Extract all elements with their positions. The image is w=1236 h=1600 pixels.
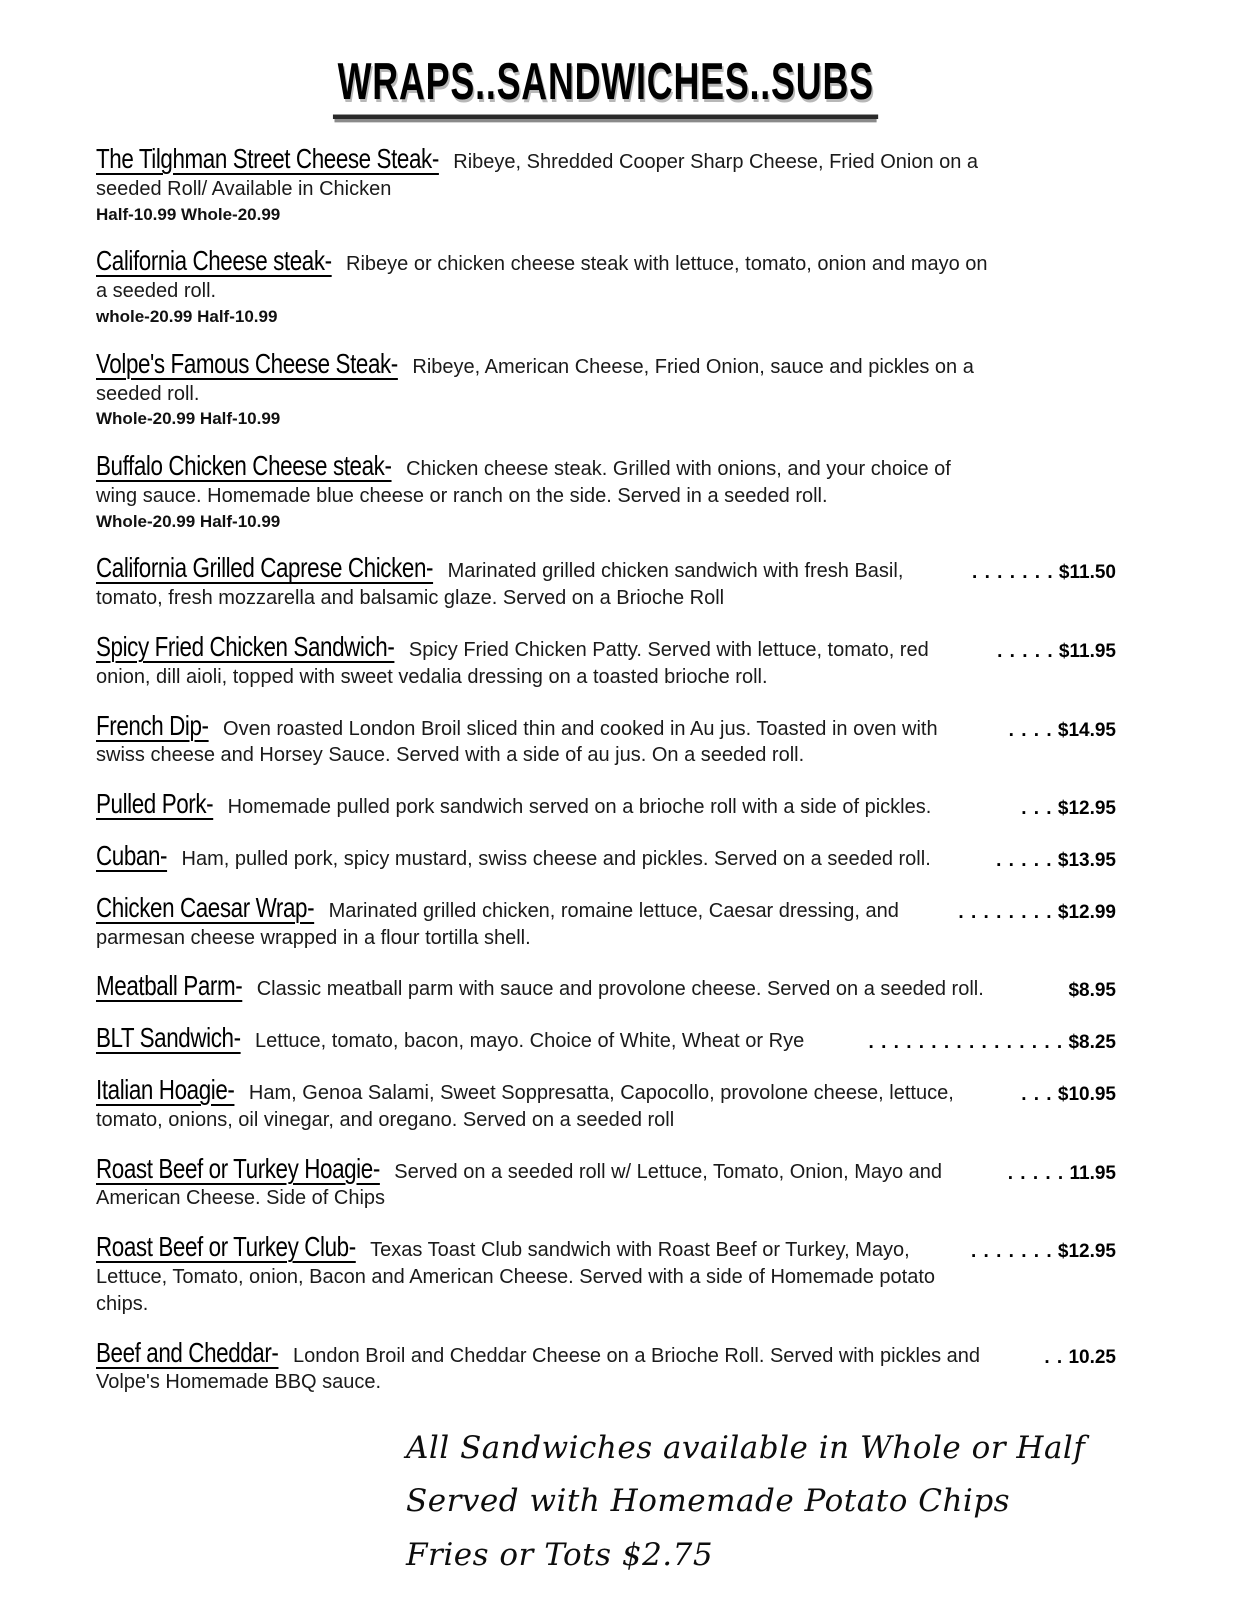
item-description-line: Texas Toast Club sandwich with Roast Beef or Turkey, Mayo, [370,1239,910,1262]
item-description-line: Ribeye, Shredded Cooper Sharp Cheese, Fried Onion on a [453,151,979,173]
menu-item [96,631,1116,691]
item-dots: . . . . . . . [970,1241,1053,1263]
item-description [228,796,932,818]
item-description-line: Oven roasted London Broil sliced thin and cooked in Au jus. Toasted in oven with [223,717,938,740]
item-description-line: onion, dill aioli, topped with sweet vedalia dressing on a toasted brioche roll. [96,665,768,688]
item-name: Meatball Parm- [96,970,243,1002]
item-price-leader [1021,1074,1116,1107]
item-dots: . . . . . . . [972,562,1054,584]
item-description-line: Ham, pulled pork, spicy mustard, swiss cheese and pickles. Served on a seeded roll. [181,848,931,871]
menu-item [96,1337,1116,1397]
item-description-line: a seeded roll. [96,280,217,303]
menu-item [96,348,1116,431]
menu-item [96,245,1116,328]
item-name: California Cheese steak- [96,245,332,277]
footer-note-line: Served with Homemade Potato Chips [406,1483,1011,1520]
item-price-leader [869,1022,1116,1055]
item-dots: . . [1044,1346,1064,1368]
menu-item [96,1074,1116,1134]
item-dots: . . . . . [1007,1162,1065,1184]
item-name: Roast Beef or Turkey Club- [96,1231,356,1263]
page-title: WRAPS..SANDWICHES..SUBS [333,51,879,119]
item-name: Volpe's Famous Cheese Steak- [96,347,398,379]
item-price-leader [1009,710,1116,743]
item-name: Pulled Pork- [96,788,214,820]
menu-item [96,1231,1116,1317]
item-name: The Tilghman Street Cheese Steak- [96,143,439,174]
item-price: 11.95 [1069,1162,1116,1184]
item-price-leader [1068,970,1116,1003]
item-price-leader [958,892,1116,925]
item-price-leader [1044,1337,1116,1370]
item-description-line: seeded Roll/ Available in Chicken [96,177,392,200]
item-price: $8.95 [1068,980,1116,1002]
item-name: Cuban- [96,840,168,872]
item-price: $14.95 [1057,719,1116,741]
item-size-prices: Half-10.99 Whole-20.99 [96,204,281,224]
item-description-line: Spicy Fried Chicken Patty. Served with lettuce, tomato, red [408,639,929,662]
item-dots: . . . . [1008,719,1053,741]
menu-item [96,1153,1116,1213]
item-description-line: Marinated grilled chicken, romaine lettuce, Caesar dressing, and [328,899,899,922]
item-description-line: chips. [96,1292,149,1315]
menu-item [96,892,1116,952]
item-description-line: parmesan cheese wrapped in a flour tortilla shell. [96,926,531,949]
item-price: $12.95 [1057,798,1116,820]
item-name: Buffalo Chicken Cheese steak- [96,450,392,482]
item-name: BLT Sandwich- [96,1022,241,1054]
item-price-leader [971,1231,1116,1264]
item-price-leader [996,840,1116,873]
item-description-line: Classic meatball parm with sauce and provolone cheese. Served on a seeded roll. [256,978,984,1001]
item-price-leader [1008,1153,1116,1186]
item-description-line: Lettuce, Tomato, onion, Bacon and American Cheese. Served with a side of Homemade potato [96,1265,936,1288]
menu-item [96,143,1116,226]
item-description-line: seeded roll. [96,382,200,405]
item-price-leader [997,631,1116,664]
item-price: $8.25 [1068,1032,1116,1054]
item-description-line: swiss cheese and Horsey Sauce. Served with a side of au jus. On a seeded roll. [96,744,805,767]
item-description-line: Volpe's Homemade BBQ sauce. [96,1371,382,1394]
item-name: Beef and Cheddar- [96,1336,279,1368]
item-dots: . . . . . . . . . . . . . . . . [868,1032,1064,1054]
menu-item [96,788,1116,821]
item-description-line: Homemade pulled pork sandwich served on a brioche roll with a side of pickles. [227,796,932,819]
item-dots: . . . . . . . . [958,901,1053,923]
item-description-line: tomato, fresh mozzarella and balsamic glaze. Served on a Brioche Roll [96,587,725,610]
menu-item [96,970,1116,1003]
item-description-line: Ham, Genoa Salami, Sweet Soppresatta, Capocollo, provolone cheese, lettuce, [248,1082,954,1104]
menu-item [96,1022,1116,1055]
item-description [182,848,931,870]
item-description-line: London Broil and Cheddar Cheese on a Brioche Roll. Served with pickles and [292,1344,981,1367]
item-description-line: Served on a seeded roll w/ Lettuce, Tomato, Onion, Mayo and [394,1160,943,1183]
menu-item-list [96,143,1116,1396]
item-name: Italian Hoagie- [96,1074,235,1105]
item-price: $12.95 [1057,1241,1116,1263]
item-name: French Dip- [96,709,209,741]
item-description [255,1030,804,1052]
item-price: 10.25 [1068,1346,1116,1368]
item-size-prices: whole-20.99 Half-10.99 [96,306,278,326]
item-name: Roast Beef or Turkey Hoagie- [96,1152,380,1184]
item-size-prices: Whole-20.99 Half-10.99 [96,409,281,429]
item-dots: . . . . . [996,850,1053,872]
item-description-line: Ribeye, American Cheese, Fried Onion, sauce and pickles on a [412,355,974,378]
menu-item [96,840,1116,873]
item-size-prices: Whole-20.99 Half-10.99 [96,511,281,531]
menu-header [96,51,1116,119]
item-name: California Grilled Caprese Chicken- [96,552,434,584]
item-price: $10.95 [1057,1084,1116,1105]
item-description [96,718,938,767]
item-description-line: tomato, onions, oil vinegar, and oregano. Served on a seeded roll [96,1108,675,1131]
item-price-leader [972,552,1116,585]
item-price-leader [1021,788,1116,821]
item-description-line: wing sauce. Homemade blue cheese or ranch on the side. Served in a seeded roll. [96,484,828,507]
item-dots: . . . [1021,798,1053,820]
footer-note-line: Fries or Tots $2.75 [406,1536,714,1573]
item-description-line: Chicken cheese steak. Grilled with onions, and your choice of [406,458,951,481]
item-dots: . . . [1021,1084,1053,1105]
item-description-line: Ribeye or chicken cheese steak with lettuce, tomato, onion and mayo on [346,253,988,276]
menu-item [96,552,1116,612]
menu-item [96,450,1116,533]
item-price: $11.50 [1058,562,1116,584]
item-description-line: Marinated grilled chicken sandwich with fresh Basil, [447,560,904,583]
item-description [257,978,984,1000]
menu-item [96,710,1116,770]
item-name: Spicy Fried Chicken Sandwich- [96,631,395,663]
item-description-line: Lettuce, tomato, bacon, mayo. Choice of White, Wheat or Rye [255,1030,805,1053]
item-dots: . . . . . [997,641,1054,663]
item-price: $11.95 [1058,641,1116,663]
item-description-line: American Cheese. Side of Chips [96,1187,386,1210]
item-price: $13.95 [1057,850,1116,872]
footer-note-line: All Sandwiches available in Whole or Half [406,1430,1086,1467]
item-price: $12.99 [1057,901,1116,923]
item-name: Chicken Caesar Wrap- [96,891,315,923]
footer-notes [96,1422,1116,1582]
